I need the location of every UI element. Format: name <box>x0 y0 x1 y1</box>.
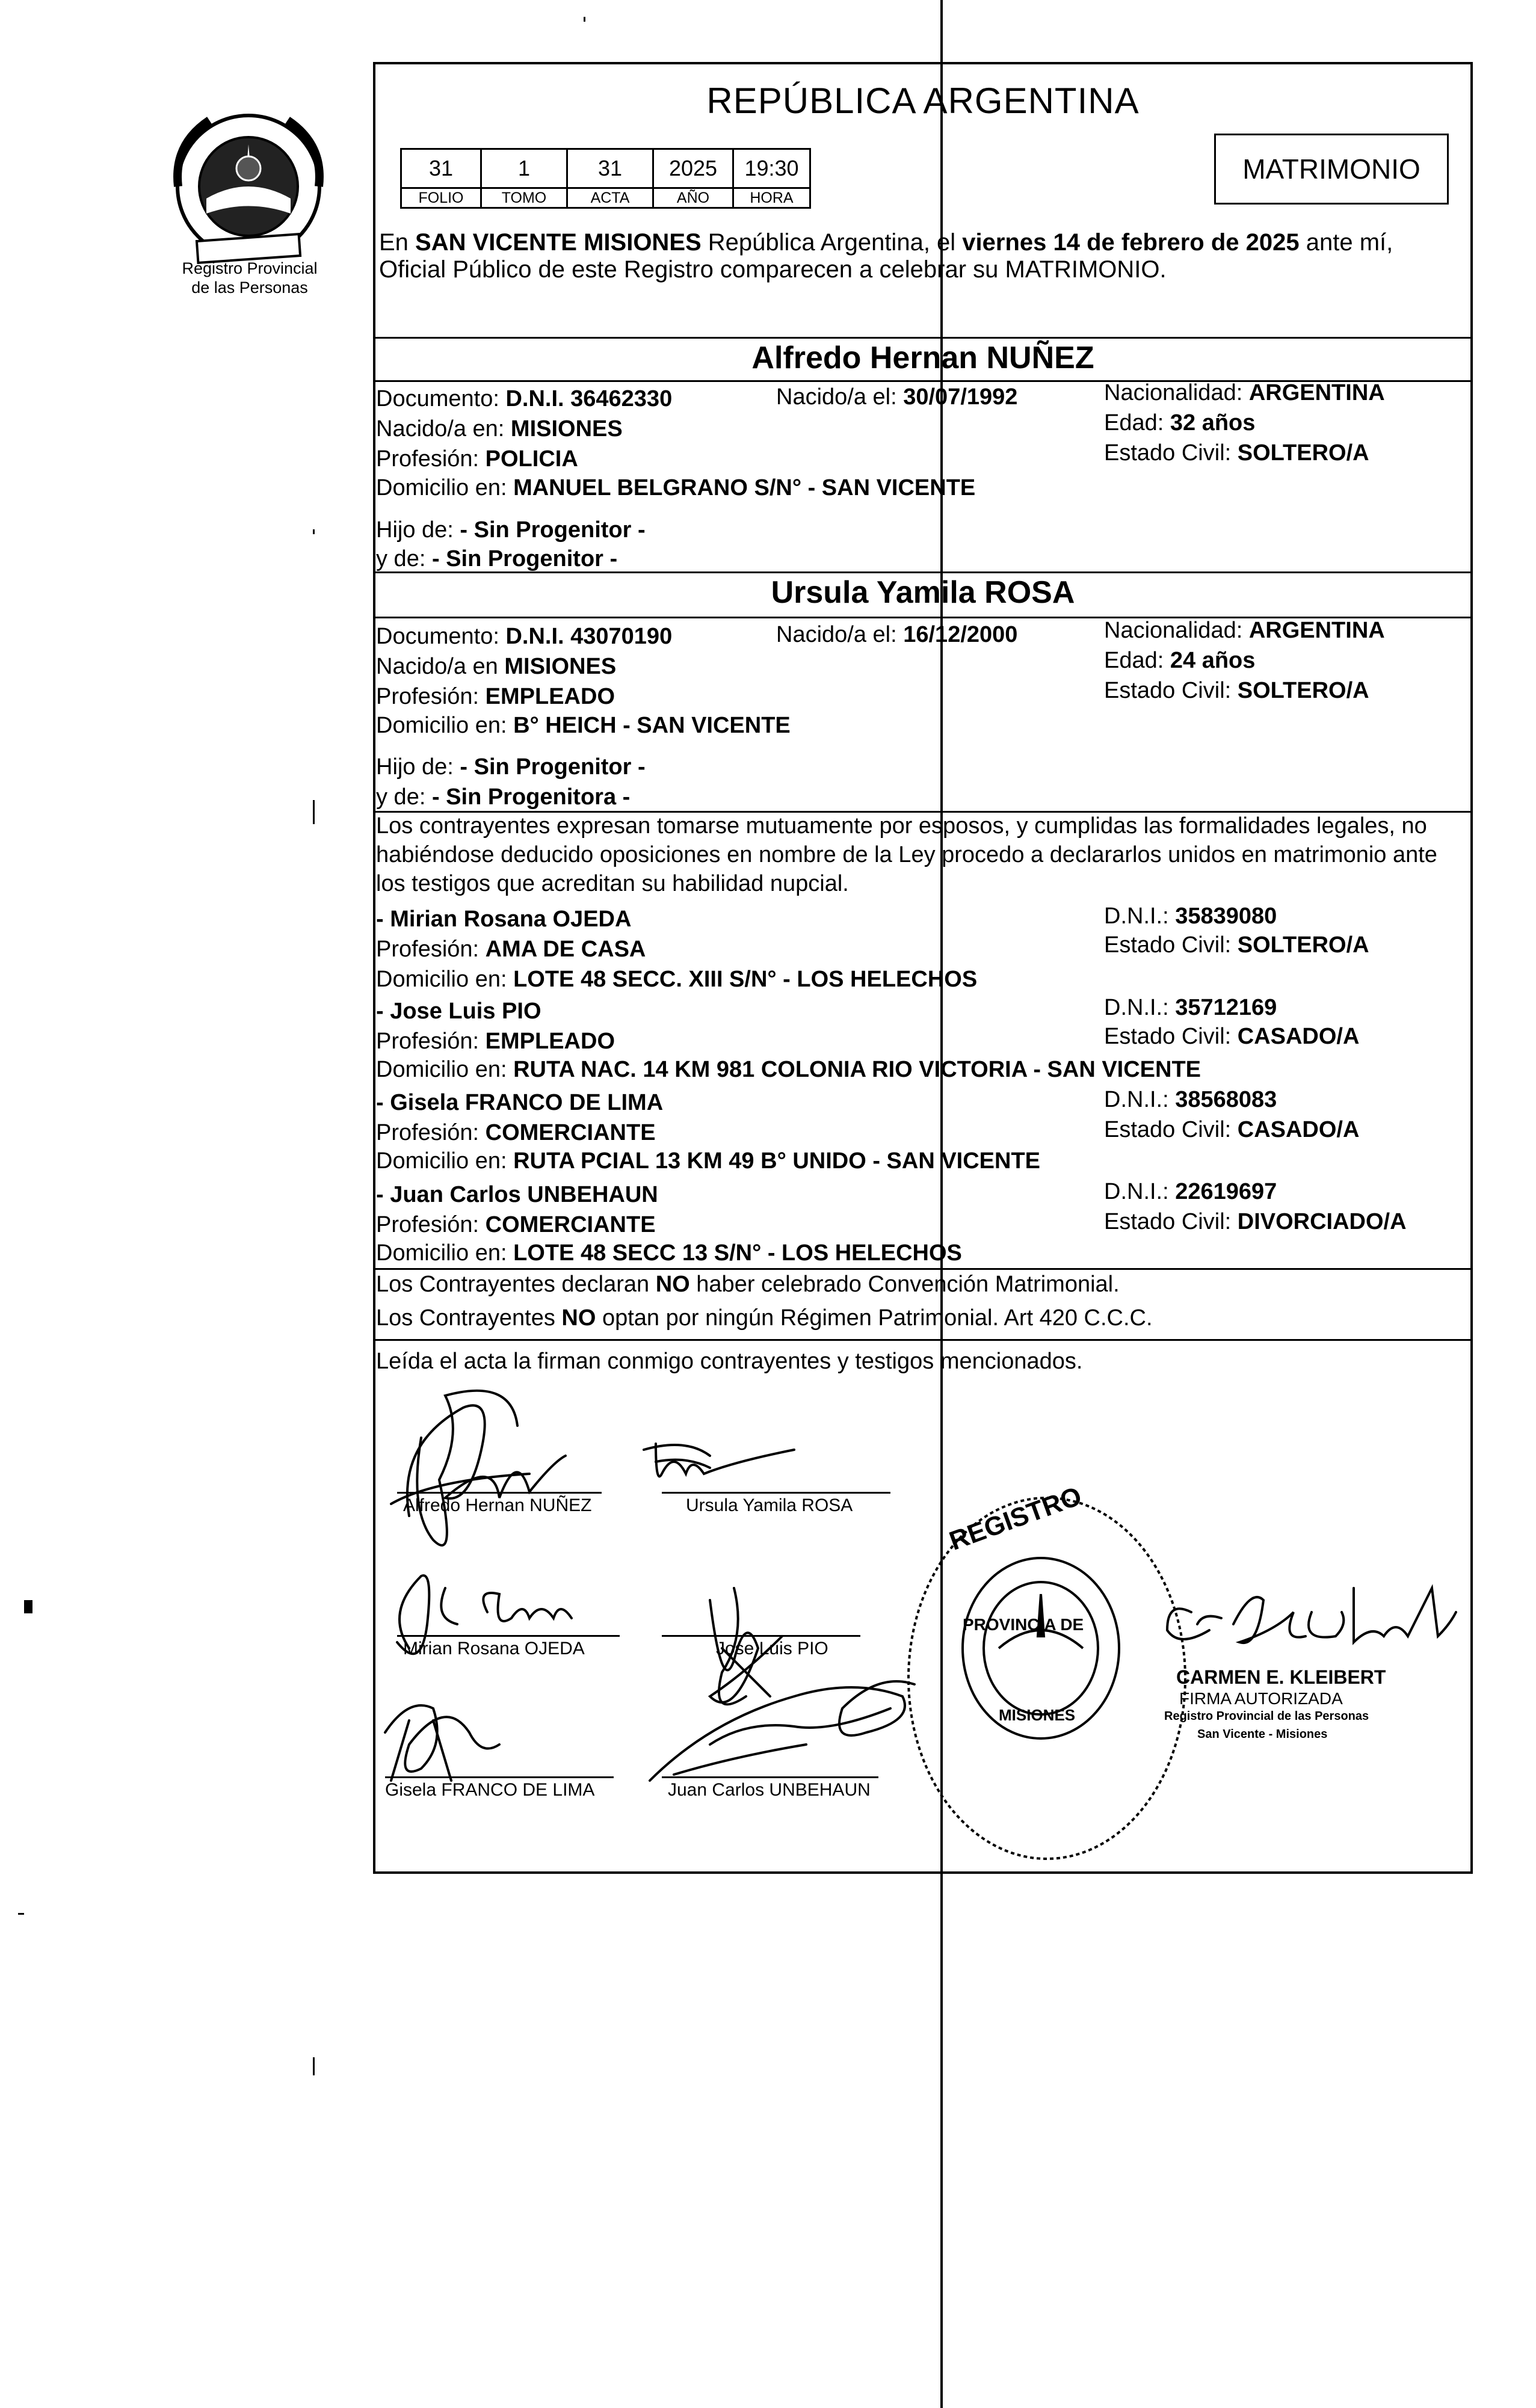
witness-1-civil-status: Estado Civil: SOLTERO/A <box>1104 932 1369 958</box>
divider <box>373 571 1473 573</box>
c1-address: Domicilio en: MANUEL BELGRANO S/N° - SAN VICENTE <box>376 475 976 500</box>
c2-birth-place: Nacido/a en MISIONES <box>376 654 617 679</box>
signature-label-mirian: Mirian Rosana OJEDA <box>403 1639 585 1658</box>
witness-1-dni: D.N.I.: 35839080 <box>1104 904 1277 929</box>
intro-line-1: En SAN VICENTE MISIONES República Argentina, el viernes 14 de febrero de 2025 ante mí, <box>379 229 1393 256</box>
contrayente-2-name: Ursula Yamila ROSA <box>771 575 1075 610</box>
convention-line-1: Los Contrayentes declaran NO haber celebrado Convención Matrimonial. <box>376 1272 1120 1297</box>
witness-1-address: Domicilio en: LOTE 48 SECC. XIII S/N° - LOS HELECHOS <box>376 967 978 992</box>
scan-speck <box>313 2057 315 2075</box>
c2-mother: y de: - Sin Progenitora - <box>376 784 631 810</box>
svg-text:MISIONES: MISIONES <box>999 1706 1076 1724</box>
c2-age: Edad: 24 años <box>1104 648 1256 673</box>
divider <box>373 337 1473 339</box>
c2-born-date: Nacido/a el: 16/12/2000 <box>776 622 1018 647</box>
witness-2-dni: D.N.I.: 35712169 <box>1104 995 1277 1020</box>
c1-birth-place: Nacido/a en: MISIONES <box>376 416 623 442</box>
c1-document: Documento: D.N.I. 36462330 <box>376 386 673 411</box>
folio-label: FOLIO <box>401 188 481 208</box>
clerk-location: San Vicente - Misiones <box>1197 1728 1328 1741</box>
year-value: 2025 <box>653 149 733 188</box>
witness-3-profession: Profesión: COMERCIANTE <box>376 1120 656 1145</box>
c1-nationality: Nacionalidad: ARGENTINA <box>1104 380 1385 405</box>
folio-table <box>400 148 811 209</box>
divider <box>373 1268 1473 1270</box>
clerk-role: FIRMA AUTORIZADA <box>1179 1689 1343 1708</box>
intro-line-2: Oficial Público de este Registro comparecen a celebrar su MATRIMONIO. <box>379 256 1167 283</box>
hour-value: 19:30 <box>733 149 810 188</box>
c2-document: Documento: D.N.I. 43070190 <box>376 624 673 649</box>
tomo-label: TOMO <box>481 188 567 208</box>
c1-civil-status: Estado Civil: SOLTERO/A <box>1104 440 1369 466</box>
signature-label-ursula: Ursula Yamila ROSA <box>686 1495 853 1515</box>
signature-label-alfredo: Alfredo Hernan NUÑEZ <box>403 1495 592 1515</box>
acta-label: ACTA <box>567 188 653 208</box>
year-label: AÑO <box>653 188 733 208</box>
witness-1-profession: Profesión: AMA DE CASA <box>376 937 646 962</box>
c1-father: Hijo de: - Sin Progenitor - <box>376 517 646 543</box>
closing-statement: Leída el acta la firman conmigo contrayentes y testigos mencionados. <box>376 1349 1083 1374</box>
c2-civil-status: Estado Civil: SOLTERO/A <box>1104 678 1369 703</box>
c2-father: Hijo de: - Sin Progenitor - <box>376 754 646 780</box>
svg-text:REGISTRO: REGISTRO <box>945 1481 1086 1556</box>
hour-label: HORA <box>733 188 810 208</box>
scan-speck <box>313 800 315 824</box>
witness-3-civil-status: Estado Civil: CASADO/A <box>1104 1117 1360 1142</box>
emblem-caption: Registro Provincial de las Personas <box>182 259 318 297</box>
clerk-office: Registro Provincial de las Personas <box>1164 1710 1369 1723</box>
witness-2-address: Domicilio en: RUTA NAC. 14 KM 981 COLONIA RIO VICTORIA - SAN VICENTE <box>376 1057 1201 1082</box>
c1-age: Edad: 32 años <box>1104 410 1256 436</box>
svg-text:PROVINCIA DE: PROVINCIA DE <box>963 1615 1084 1634</box>
document-type-box: MATRIMONIO <box>1214 134 1449 205</box>
official-seal-stamp <box>878 1450 1203 1883</box>
scan-speck <box>18 1913 24 1915</box>
scan-speck <box>584 17 585 22</box>
declaration-line-3: los testigos que acreditan su habilidad nupcial. <box>376 871 849 896</box>
c2-nationality: Nacionalidad: ARGENTINA <box>1104 618 1385 643</box>
witness-2-profession: Profesión: EMPLEADO <box>376 1029 615 1054</box>
witness-4-civil-status: Estado Civil: DIVORCIADO/A <box>1104 1209 1407 1234</box>
signature-label-juan: Juan Carlos UNBEHAUN <box>668 1780 871 1800</box>
contrayente-1-name: Alfredo Hernan NUÑEZ <box>751 340 1094 375</box>
convention-line-2: Los Contrayentes NO optan por ningún Régimen Patrimonial. Art 420 C.C.C. <box>376 1305 1153 1331</box>
clerk-name: CARMEN E. KLEIBERT <box>1176 1666 1386 1688</box>
declaration-line-1: Los contrayentes expresan tomarse mutuamente por esposos, y cumplidas las formalidades legales, no <box>376 813 1427 839</box>
scan-speck <box>24 1600 32 1613</box>
c2-profession: Profesión: EMPLEADO <box>376 684 615 709</box>
declaration-line-2: habiéndose deducido oposiciones en nombre de la Ley procedo a declararlos unidos en matrimonio ante <box>376 842 1437 867</box>
tomo-value: 1 <box>481 149 567 188</box>
folio-value: 31 <box>401 149 481 188</box>
witness-3-dni: D.N.I.: 38568083 <box>1104 1087 1277 1112</box>
acta-value: 31 <box>567 149 653 188</box>
c1-profession: Profesión: POLICIA <box>376 446 578 472</box>
c2-address: Domicilio en: B° HEICH - SAN VICENTE <box>376 713 791 738</box>
witness-2-civil-status: Estado Civil: CASADO/A <box>1104 1024 1360 1049</box>
c1-mother: y de: - Sin Progenitor - <box>376 546 618 571</box>
divider <box>373 1339 1473 1341</box>
witness-4-dni: D.N.I.: 22619697 <box>1104 1179 1277 1204</box>
witness-2-name: - Jose Luis PIO <box>376 999 541 1024</box>
witness-4-profession: Profesión: COMERCIANTE <box>376 1212 656 1237</box>
witness-3-address: Domicilio en: RUTA PCIAL 13 KM 49 B° UNIDO - SAN VICENTE <box>376 1148 1041 1174</box>
witness-1-name: - Mirian Rosana OJEDA <box>376 907 632 932</box>
witness-3-name: - Gisela FRANCO DE LIMA <box>376 1090 664 1115</box>
c1-born-date: Nacido/a el: 30/07/1992 <box>776 384 1018 410</box>
witness-4-name: - Juan Carlos UNBEHAUN <box>376 1182 658 1207</box>
signature-label-jose: Jose Luis PIO <box>716 1639 828 1658</box>
clerk-handwritten-signature <box>1155 1576 1468 1660</box>
signature-label-gisela: Gisela FRANCO DE LIMA <box>385 1780 595 1800</box>
provincial-emblem-logo <box>161 108 336 265</box>
document-title: REPÚBLICA ARGENTINA <box>706 81 1140 121</box>
scan-speck <box>313 529 315 534</box>
witness-4-address: Domicilio en: LOTE 48 SECC 13 S/N° - LOS HELECHOS <box>376 1240 962 1266</box>
